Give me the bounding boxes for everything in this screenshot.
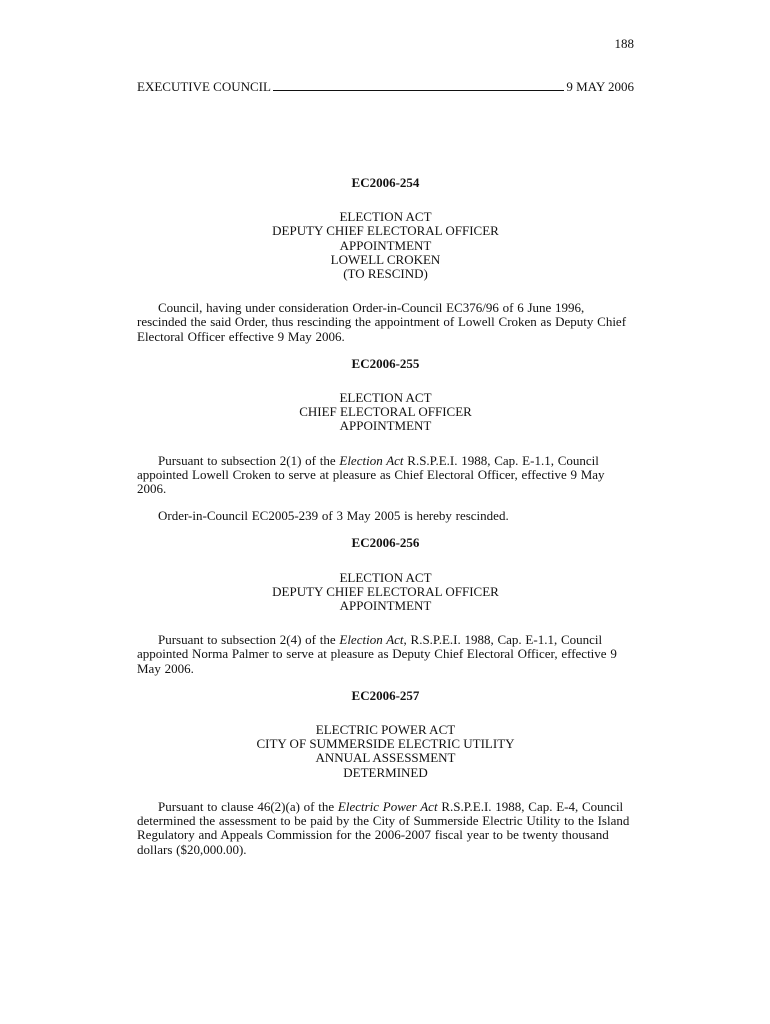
heading-line: ELECTION ACT <box>339 569 432 585</box>
order-number: EC2006-254 <box>351 175 420 190</box>
heading-line: ELECTION ACT <box>339 209 432 225</box>
order-heading <box>137 210 634 281</box>
heading-line: APPOINTMENT <box>339 418 432 434</box>
act-title: Election Act <box>339 452 404 468</box>
running-head-date: 9 MAY 2006 <box>566 79 634 94</box>
heading-line: CITY OF SUMMERSIDE ELECTRIC UTILITY <box>256 736 515 752</box>
heading-line: ELECTRIC POWER ACT <box>315 722 456 738</box>
paragraph-text: , R.S.P.E.I. 1988, Cap. E-1.1, Council appointed Norma Palmer to serve at pleasure as Deputy Chief Electoral Officer, effective 9 May 2006. <box>137 632 617 676</box>
order-number: EC2006-255 <box>351 355 420 371</box>
order-block <box>137 536 634 675</box>
paragraph-text: Pursuant to subsection 2(4) of the <box>158 632 340 648</box>
heading-line: CHIEF ELECTORAL OFFICER <box>299 404 472 420</box>
heading-line: LOWELL CROKEN <box>330 251 441 267</box>
act-title: Electric Power Act <box>337 798 438 814</box>
order-block <box>137 689 634 857</box>
page-number: 188 <box>614 36 634 51</box>
order-paragraph <box>137 301 634 344</box>
running-head <box>137 79 634 95</box>
order-heading <box>137 571 634 614</box>
heading-line: ANNUAL ASSESSMENT <box>315 750 456 766</box>
paragraph-text: Council, having under consideration Order-in-Council EC376/96 of 6 June 1996, rescinded the said Order, thus rescinding the appointment of Lowell Croken as Deputy Chief Electoral Officer effective 9 May 2006. <box>137 300 627 344</box>
order-paragraph <box>137 454 634 497</box>
heading-line: (TO RESCIND) <box>343 266 428 282</box>
paragraph-text: Pursuant to clause 46(2)(a) of the <box>158 798 338 814</box>
paragraph-text: Order-in-Council EC2005-239 of 3 May 2005 is hereby rescinded. <box>158 508 509 524</box>
heading-line: ELECTION ACT <box>339 390 432 406</box>
order-heading <box>137 391 634 434</box>
heading-line: APPOINTMENT <box>339 598 432 614</box>
running-head-title: EXECUTIVE COUNCIL <box>137 79 271 94</box>
paragraph-text: Pursuant to subsection 2(1) of the <box>158 452 340 468</box>
running-head-rule <box>273 79 564 91</box>
document-body <box>137 176 634 870</box>
heading-line: APPOINTMENT <box>339 237 432 253</box>
order-paragraph <box>137 509 634 523</box>
heading-line: DEPUTY CHIEF ELECTORAL OFFICER <box>272 223 499 239</box>
order-paragraph <box>137 633 634 676</box>
heading-line: DETERMINED <box>343 764 428 780</box>
paragraph-text: R.S.P.E.I. 1988, Cap. E-4, Council determined the assessment to be paid by the City of Summerside Electric Utility to the Island Regulatory and Appeals Commission for the 2006-2007 fiscal year to be twenty thousand dollars ($20,000.00). <box>137 798 630 857</box>
paragraph-text: R.S.P.E.I. 1988, Cap. E-1.1, Council appointed Lowell Croken to serve at pleasure as Chief Electoral Officer, effective 9 May 2006. <box>137 452 605 497</box>
order-block <box>137 176 634 344</box>
order-number: EC2006-256 <box>351 535 420 551</box>
act-title: Election Act <box>339 632 404 648</box>
order-heading <box>137 723 634 780</box>
order-paragraph <box>137 800 634 857</box>
heading-line: DEPUTY CHIEF ELECTORAL OFFICER <box>272 583 499 599</box>
order-block <box>137 357 634 524</box>
order-number: EC2006-257 <box>351 687 420 703</box>
